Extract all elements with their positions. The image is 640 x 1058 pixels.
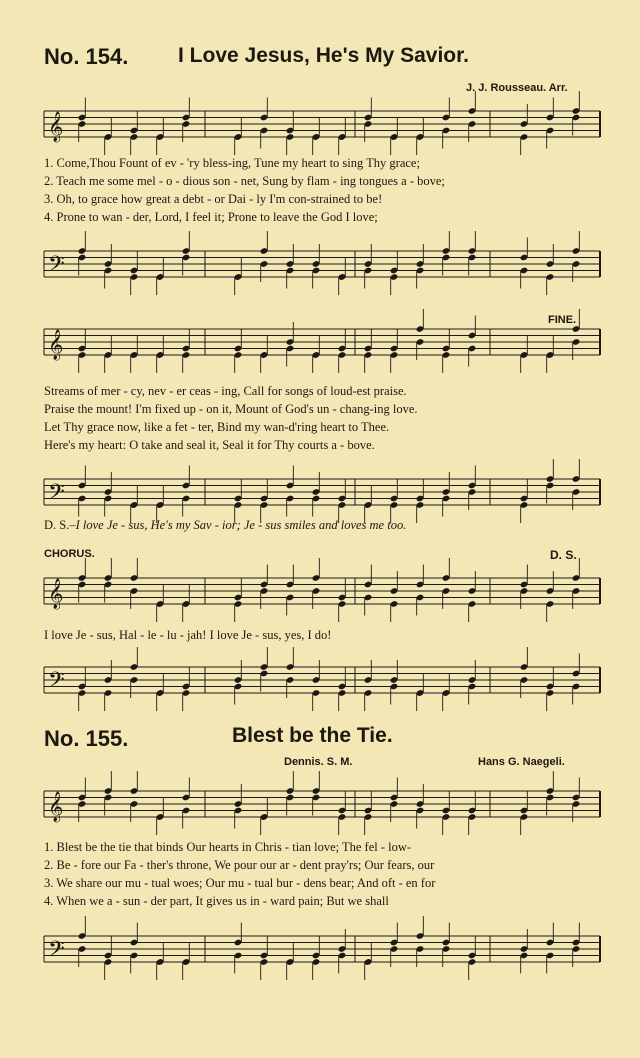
- music-staff-bass: [0, 914, 640, 984]
- staff-lines: [44, 251, 600, 277]
- verse-line: Streams of mer - cy, nev - er ceas - ing, Call for songs of loud-est praise.: [44, 384, 407, 398]
- note-heads: [78, 91, 581, 155]
- note-heads: [78, 771, 581, 835]
- staff-lines: [44, 111, 600, 137]
- clef-icon: 𝄞: [48, 792, 64, 822]
- verse-line: Praise the mount! I'm fixed up - on it, Mount of God's un - chang-ing love.: [44, 402, 418, 416]
- clef-icon: 𝄢: [48, 668, 65, 698]
- verse-line: 4. When we a - sun - der part, It gives us in - ward pain; But we shall: [44, 894, 389, 908]
- clef-icon: 𝄢: [48, 480, 65, 510]
- hymn-155-composer: Hans G. Naegeli.: [478, 756, 565, 768]
- ds-label: D. S.: [44, 518, 70, 532]
- clef-icon: 𝄞: [48, 330, 64, 360]
- verse-line: 1. Come,Thou Fount of ev - 'ry bless-ing, Tune my heart to sing Thy grace;: [44, 156, 420, 170]
- hymn-154-title: I Love Jesus, He's My Savior.: [178, 44, 469, 67]
- staff-lines: [44, 479, 600, 505]
- note-heads: [78, 916, 581, 980]
- music-staff-bass: [0, 650, 640, 710]
- verse-line: 2. Teach me some mel - o - dious son - net, Sung by flam - ing tongues a - bove;: [44, 174, 445, 188]
- note-heads: [78, 558, 581, 622]
- hymn-155-tune: Dennis. S. M.: [284, 756, 353, 768]
- hymn-155-title: Blest be the Tie.: [232, 724, 393, 747]
- verse-line: Let Thy grace now, like a fet - ter, Bind my wan-d'ring heart to Thee.: [44, 420, 390, 434]
- clef-icon: 𝄢: [48, 252, 65, 282]
- hymn-154-verses-part1: [44, 154, 604, 226]
- music-staff-treble: [0, 314, 640, 370]
- verse-line: 3. We share our mu - tual woes; Our mu - tual bur - dens bear; And oft - en for: [44, 876, 436, 890]
- ds-text: –I love Je - sus, He's my Sav - ior; Je - sus smiles and loves me too.: [69, 518, 407, 532]
- note-heads: [78, 647, 581, 711]
- verse-line: 1. Blest be the tie that binds Our hearts in Chris - tian love; The fel - low-: [44, 840, 412, 854]
- note-heads: [78, 309, 581, 373]
- verse-line: 4. Prone to wan - der, Lord, I feel it; Prone to leave the God I love;: [44, 210, 378, 224]
- chorus-lyric: [44, 626, 604, 644]
- clef-icon: 𝄞: [48, 579, 64, 609]
- verse-line: 2. Be - fore our Fa - ther's throne, We pour our ar - dent pray'rs; Our fears, our: [44, 858, 435, 872]
- staff-lines: [44, 936, 600, 962]
- note-heads: [78, 459, 581, 523]
- music-staff-treble: [0, 566, 640, 616]
- hymn-155-number: No. 155.: [44, 726, 129, 751]
- music-staff-treble: [0, 774, 640, 834]
- chorus-line: I love Je - sus, Hal - le - lu - jah! I love Je - sus, yes, I do!: [44, 628, 332, 642]
- clef-icon: 𝄞: [48, 112, 64, 142]
- chorus-label: CHORUS.: [44, 548, 95, 560]
- ds-lyric-line: [44, 518, 406, 533]
- hymn-155-verses: [44, 838, 604, 910]
- verse-line: Here's my heart: O take and seal it, Seal it for Thy courts a - bove.: [44, 438, 375, 452]
- note-heads: [78, 231, 581, 295]
- hymn-154-composer: J. J. Rousseau. Arr.: [466, 82, 568, 94]
- staff-lines: [44, 791, 600, 817]
- fine-label: FINE.: [548, 314, 577, 326]
- chorus-ds-label: D. S.: [550, 548, 577, 562]
- hymn-154-verses-part2: [44, 382, 604, 454]
- verse-line: 3. Oh, to grace how great a debt - or Dai - ly I'm con-strained to be!: [44, 192, 383, 206]
- music-staff-bass: [0, 460, 640, 524]
- music-staff-bass: [0, 232, 640, 296]
- staff-lines: [44, 329, 600, 355]
- staff-lines: [44, 667, 600, 693]
- clef-icon: 𝄢: [48, 937, 65, 967]
- music-staff-treble: [0, 96, 640, 152]
- hymn-154-number: No. 154.: [44, 44, 129, 69]
- staff-lines: [44, 578, 600, 604]
